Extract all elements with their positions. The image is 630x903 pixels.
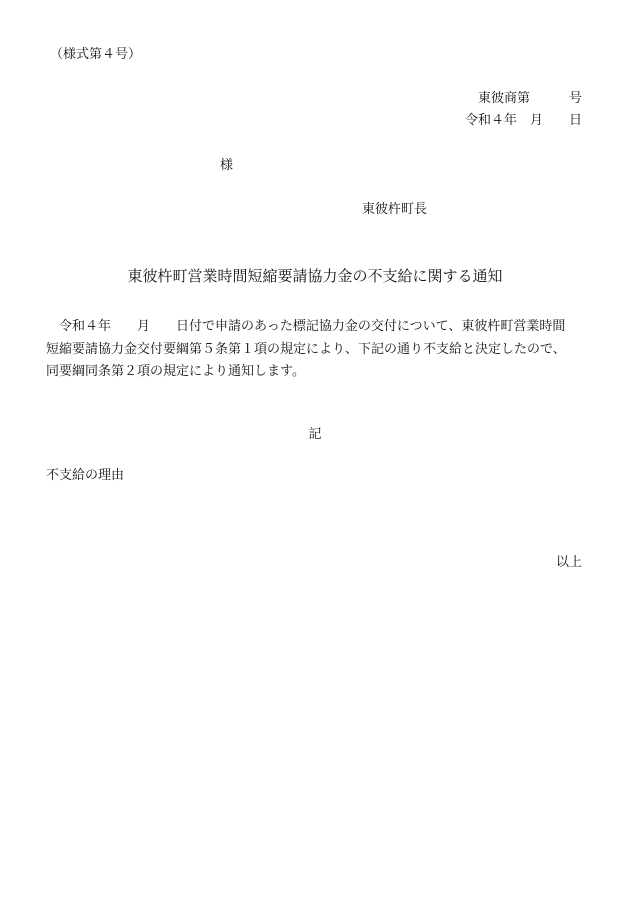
reference-number: 東彼商第 号 [477, 91, 582, 106]
ki-heading: 記 [308, 427, 322, 442]
body-paragraph [46, 316, 586, 384]
body-line-3: 同要綱同条第２項の規定により通知します。 [46, 364, 305, 379]
body-line-2: 短縮要請協力金交付要綱第５条第１項の規定により、下記の通り不支給と決定したので、 [46, 341, 566, 357]
document-title: 東彼杵町営業時間短縮要請協力金の不支給に関する通知 [127, 267, 503, 285]
form-number: （様式第４号） [50, 47, 142, 62]
reason-label: 不支給の理由 [46, 468, 125, 483]
closing-mark: 以上 [555, 555, 582, 570]
body-line-1: 令和４年 月 日付で申請のあった標記協力金の交付について、東彼杵町営業時間 [46, 319, 566, 334]
sender: 東彼杵町長 [362, 202, 428, 217]
issue-date: 令和４年 月 日 [464, 113, 582, 128]
addressee: 様 [220, 158, 234, 173]
